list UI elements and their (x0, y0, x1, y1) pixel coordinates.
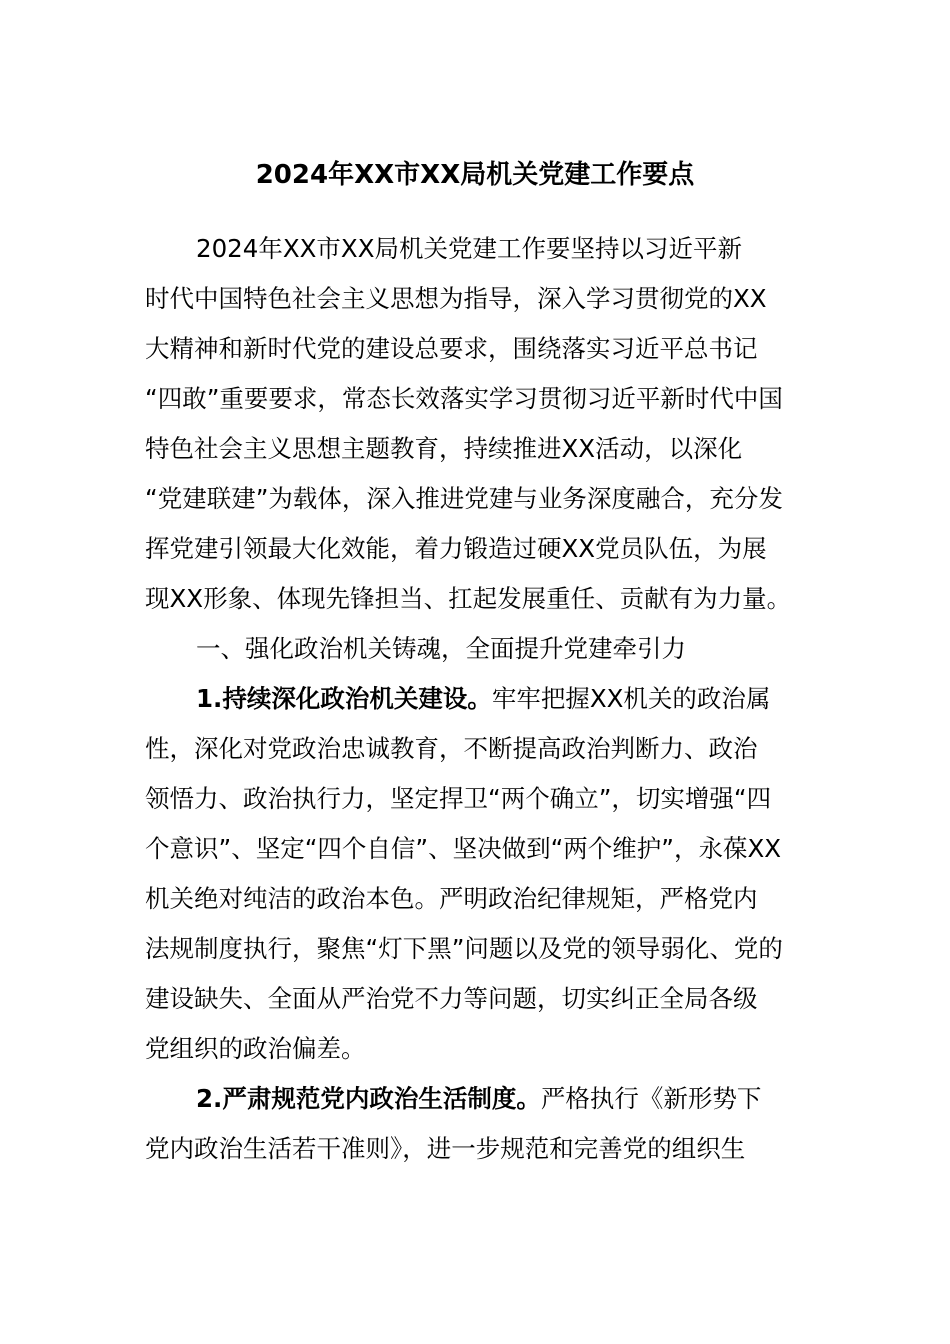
intro-line-3: 大精神和新时代党的建设总要求，围绕落实习近平总书记 (145, 334, 758, 363)
item-1-first-line (196, 679, 770, 719)
document-title: 2024年XX市XX局机关党建工作要点 (255, 160, 695, 190)
item-1-line-4: 个意识”、坚定“四个自信”、坚决做到“两个维护”，永葆XX (145, 834, 782, 863)
item-2-line-2: 党内政治生活若干准则》，进一步规范和完善党的组织生 (145, 1134, 746, 1163)
item-1-line-7: 建设缺失、全面从严治党不力等问题，切实纠正全局各级 (145, 984, 758, 1013)
intro-line-2: 时代中国特色社会主义思想为指导，深入学习贯彻党的XX (145, 284, 767, 313)
item-1-line-2: 性，深化对党政治忠诚教育，不断提高政治判断力、政治 (145, 734, 758, 763)
item-1-line-6: 法规制度执行，聚焦“灯下黑”问题以及党的领导弱化、党的 (145, 934, 783, 963)
item-2-lead: 2.严肃规范党内政治生活制度。 (196, 1084, 541, 1113)
intro-line-4: “四敢”重要要求，常态长效落实学习贯彻习近平新时代中国 (145, 384, 783, 413)
intro-line-6: “党建联建”为载体，深入推进党建与业务深度融合，充分发 (145, 484, 783, 513)
item-1-line-8: 党组织的政治偏差。 (145, 1034, 366, 1063)
intro-line-5: 特色社会主义思想主题教育，持续推进XX活动，以深化 (145, 434, 743, 463)
item-1-line-5: 机关绝对纯洁的政治本色。严明政治纪律规矩，严格党内 (145, 884, 758, 913)
intro-line-7: 挥党建引领最大化效能，着力锻造过硬XX党员队伍，为展 (145, 534, 767, 563)
item-1-line-3: 领悟力、政治执行力，坚定捍卫“两个确立”，切实增强“四 (145, 784, 772, 813)
intro-line-1: 2024年XX市XX局机关党建工作要坚持以习近平新 (196, 234, 742, 263)
item-1-lead: 1.持续深化政治机关建设。 (196, 684, 492, 713)
section-1-heading: 一、强化政治机关铸魂，全面提升党建牵引力 (196, 634, 686, 663)
item-2-first-line (196, 1079, 761, 1119)
item-1-first-line-text: 牢牢把握XX机关的政治属 (491, 684, 771, 713)
item-2-first-line-text: 严格执行《新形势下 (540, 1084, 762, 1113)
intro-line-8: 现XX形象、体现先锋担当、扛起发展重任、贡献有为力量。 (145, 584, 792, 613)
